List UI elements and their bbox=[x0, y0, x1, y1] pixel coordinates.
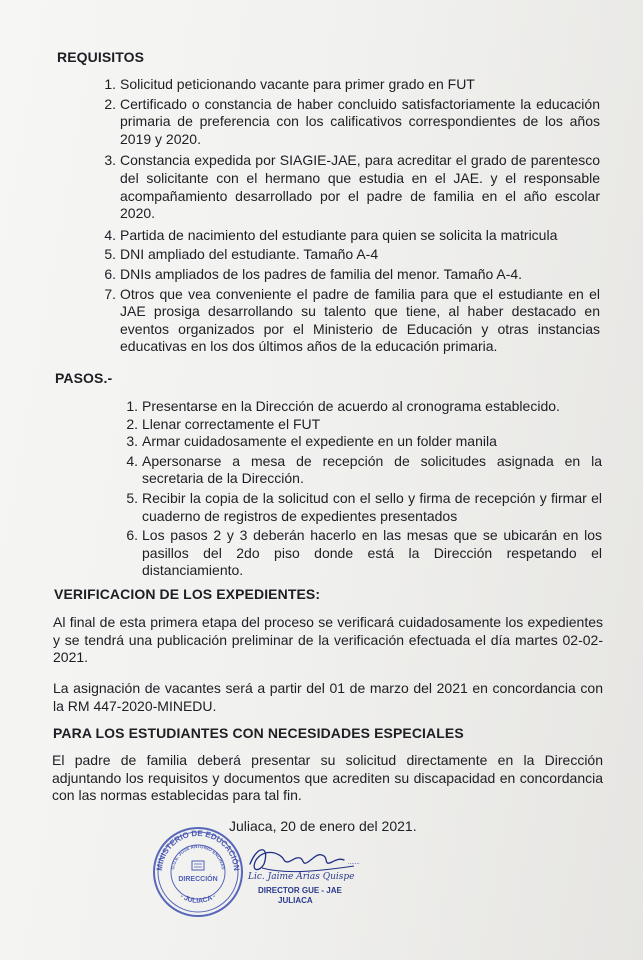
paso-text: Recibir la copia de la solicitud con el sello y firma de recepción y firmar el cuaderno de registros de expedientes presentados bbox=[142, 489, 602, 524]
requisito-item-1 bbox=[104, 76, 600, 94]
especiales-paragraph: El padre de familia deberá presentar su solicitud directamente en la Dirección adjuntando los requisitos y documentos que acrediten su discapacidad en concordancia con las normas establecidas para tal fin. bbox=[52, 752, 603, 804]
pasos-heading: PASOS.- bbox=[55, 370, 113, 386]
requisito-item-7 bbox=[104, 285, 600, 356]
requisito-text: Solicitud peticionando vacante para primer grado en FUT bbox=[120, 76, 475, 92]
requisito-number: 2. bbox=[104, 95, 116, 112]
requisito-number: 4. bbox=[104, 226, 116, 243]
director-signature bbox=[244, 838, 369, 910]
requisito-item-2 bbox=[104, 95, 600, 149]
paso-number: 2. bbox=[126, 415, 138, 432]
paso-item-5 bbox=[126, 489, 602, 525]
svg-text:DIRECCIÓN: DIRECCIÓN bbox=[178, 876, 218, 883]
paso-text: Armar cuidadosamente el expediente en un folder manila bbox=[142, 433, 497, 450]
requisito-item-5 bbox=[104, 246, 600, 264]
paso-item-1 bbox=[126, 398, 602, 416]
svg-text:MINISTERIO DE EDUCACIÓN: MINISTERIO DE EDUCACIÓN bbox=[154, 828, 242, 872]
paso-number: 1. bbox=[126, 398, 138, 414]
requisito-number: 5. bbox=[104, 246, 116, 263]
requisito-number: 7. bbox=[104, 285, 116, 302]
requisito-text: Constancia expedida por SIAGIE-JAE, para acreditar el grado de parentesco del solicitante con el hermano que estudia en el JAE. y el responsable acompañamiento desarrollado por el padre de familia en el año escolar 2020. bbox=[120, 152, 600, 222]
requisitos-list bbox=[104, 76, 600, 356]
especiales-heading: PARA LOS ESTUDIANTES CON NECESIDADES ESPECIALES bbox=[53, 725, 464, 741]
requisito-number: 3. bbox=[104, 152, 116, 169]
verificacion-heading: VERIFICACION DE LOS EXPEDIENTES: bbox=[54, 586, 321, 602]
ministry-seal-stamp bbox=[152, 826, 244, 918]
requisito-number: 6. bbox=[104, 265, 116, 282]
paso-item-4 bbox=[126, 452, 602, 488]
paso-text: Llenar correctamente el FUT bbox=[142, 415, 321, 432]
paso-text: Los pasos 2 y 3 deberán hacerlo en las mesas que se ubicarán en los pasillos del 2do piso donde está la Dirección respetando el distanciamiento. bbox=[142, 527, 602, 579]
paso-item-3 bbox=[126, 433, 602, 451]
requisito-item-6 bbox=[104, 265, 600, 284]
requisito-text: Otros que vea conveniente el padre de familia para que el estudiante en el JAE prosiga desarrollando su talento que tiene, al haber destacado en eventos organizados por el Ministerio de Educación y otras instancias educativas en los dos últimos años de la educación primaria. bbox=[120, 285, 600, 355]
verificacion-paragraph-2: La asignación de vacantes será a partir del 01 de marzo del 2021 en concordancia con la RM 447-2020-MINEDU. bbox=[53, 680, 603, 714]
svg-text:G.U.E. JOSÉ ANTONIO ENCINAS: G.U.E. JOSÉ ANTONIO ENCINAS bbox=[170, 843, 226, 870]
requisito-item-4 bbox=[104, 226, 600, 245]
paso-number: 6. bbox=[126, 527, 138, 544]
paso-number: 4. bbox=[126, 452, 138, 469]
signature-city: JULIACA bbox=[278, 896, 313, 905]
requisito-number: 1. bbox=[104, 76, 116, 92]
requisito-text: DNIs ampliados de los padres de familia del menor. Tamaño A-4. bbox=[120, 265, 523, 282]
paso-item-6 bbox=[126, 527, 602, 580]
signature-role: DIRECTOR GUE - JAE bbox=[258, 886, 342, 895]
signature-name: Lic. Jaime Arias Quispe bbox=[248, 872, 355, 882]
requisito-text: Certificado o constancia de haber concluido satisfactoriamente la educación primaria de preferencia con los calificativos correspondientes de los años 2019 y 2020. bbox=[120, 95, 600, 147]
paso-text: Apersonarse a mesa de recepción de solicitudes asignada en la secretaria de la Dirección. bbox=[142, 452, 602, 487]
svg-text:.......: ....... bbox=[348, 860, 360, 866]
date-line: Juliaca, 20 de enero del 2021. bbox=[229, 818, 417, 834]
requisito-text: DNI ampliado del estudiante. Tamaño A-4 bbox=[120, 246, 379, 263]
pasos-list bbox=[126, 398, 602, 580]
requisitos-heading: REQUISITOS bbox=[57, 49, 145, 65]
verificacion-paragraph-1: Al final de esta primera etapa del proceso se verificará cuidadosamente los expedientes y se tendrá una publicación preliminar de la verificación efectuada el día martes 02-02-2021. bbox=[53, 614, 603, 666]
svg-text:- JULIACA -: - JULIACA - bbox=[178, 892, 218, 905]
paso-number: 5. bbox=[126, 489, 138, 506]
paso-number: 3. bbox=[126, 433, 138, 450]
requisito-text: Partida de nacimiento del estudiante para quien se solicita la matricula bbox=[120, 226, 558, 243]
paso-item-2 bbox=[126, 415, 602, 434]
requisito-item-3 bbox=[104, 152, 600, 222]
paso-text: Presentarse en la Dirección de acuerdo al cronograma establecido. bbox=[142, 398, 560, 414]
